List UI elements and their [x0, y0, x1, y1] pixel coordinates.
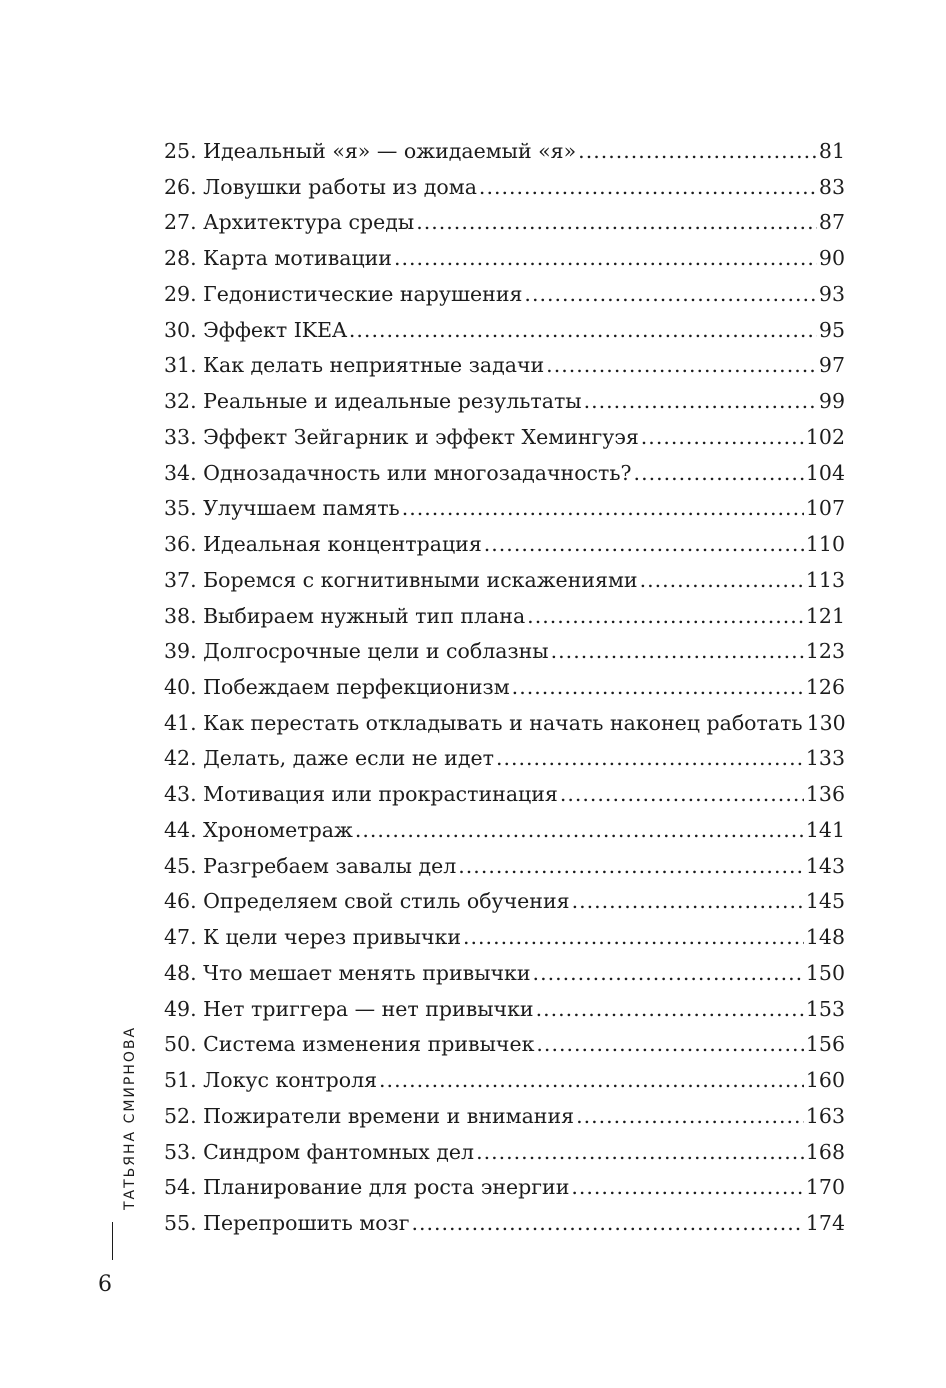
toc-entry-title: 45. Разгребаем завалы дел	[164, 853, 457, 878]
toc-entry	[164, 313, 845, 349]
toc-entry-title: 55. Перепрошить мозг	[164, 1211, 410, 1236]
toc-entry-title: 49. Нет триггера — нет привычки	[164, 996, 534, 1021]
toc-entry	[164, 599, 845, 635]
toc-entry	[164, 205, 845, 241]
toc-entry-title: 52. Пожиратели времени и внимания	[164, 1103, 575, 1128]
toc-entry-page: 87	[818, 210, 845, 235]
toc-entry-page: 150	[805, 960, 845, 985]
side-rule-divider	[112, 1222, 113, 1260]
toc-dot-leader	[355, 813, 804, 849]
toc-entry	[164, 992, 845, 1028]
toc-entry	[164, 956, 845, 992]
toc-entry-title: 35. Улучшаем память	[164, 496, 400, 521]
toc-dot-leader	[476, 1135, 804, 1171]
toc-entry	[164, 849, 845, 885]
toc-entry-page: 145	[805, 889, 845, 914]
toc-entry-title: 41. Как перестать откладывать и начать наконец работать	[164, 710, 803, 735]
toc-entry	[164, 348, 845, 384]
toc-dot-leader	[463, 920, 804, 956]
toc-entry-page: 143	[805, 853, 845, 878]
toc-entry	[164, 456, 845, 492]
toc-entry-title: 26. Ловушки работы из дома	[164, 174, 477, 199]
toc-entry-page: 113	[805, 567, 845, 592]
toc-entry-title: 25. Идеальный «я» — ожидаемый «я»	[164, 139, 577, 163]
toc-entry-page: 123	[805, 639, 845, 664]
page-number: 6	[98, 1272, 112, 1297]
toc-entry-page: 170	[805, 1175, 845, 1200]
toc-entry-page: 81	[818, 139, 845, 163]
toc-dot-leader	[576, 1099, 804, 1135]
toc-entry	[164, 706, 845, 742]
toc-entry	[164, 920, 845, 956]
toc-entry-title: 44. Хронометраж	[164, 817, 353, 842]
toc-entry-title: 39. Долгосрочные цели и соблазны	[164, 639, 549, 664]
toc-entry-title: 31. Как делать неприятные задачи	[164, 353, 545, 378]
toc-entry-page: 126	[805, 675, 845, 700]
toc-entry-title: 51. Локус контроля	[164, 1068, 378, 1093]
toc-dot-leader	[527, 599, 804, 635]
toc-entry-title: 27. Архитектура среды	[164, 210, 415, 235]
toc-dot-leader	[479, 170, 817, 206]
toc-dot-leader	[536, 1027, 803, 1063]
toc-entry-page: 99	[818, 389, 845, 414]
toc-entry	[164, 241, 845, 277]
toc-dot-leader	[640, 563, 804, 599]
toc-dot-leader	[551, 634, 804, 670]
toc-entry	[164, 1027, 845, 1063]
toc-entry-page: 141	[805, 817, 845, 842]
toc-entry	[164, 384, 845, 420]
toc-dot-leader	[584, 384, 817, 420]
toc-entry-page: 95	[818, 317, 845, 342]
toc-entry-title: 53. Синдром фантомных дел	[164, 1139, 475, 1164]
toc-entry-page: 153	[805, 996, 845, 1021]
toc-dot-leader	[634, 456, 804, 492]
toc-entry-page: 130	[806, 710, 846, 735]
toc-entry	[164, 420, 845, 456]
toc-entry-page: 174	[805, 1211, 845, 1236]
toc-entry-page: 90	[818, 246, 845, 271]
toc-dot-leader	[458, 849, 804, 885]
toc-entry-title: 40. Побеждаем перфекционизм	[164, 675, 510, 700]
toc-entry-title: 28. Карта мотивации	[164, 246, 392, 271]
toc-entry	[164, 563, 845, 599]
toc-dot-leader	[641, 420, 804, 456]
toc-entry-page: 97	[818, 353, 845, 378]
toc-entry	[164, 277, 845, 313]
toc-dot-leader	[578, 134, 817, 170]
toc-entry	[164, 1170, 845, 1206]
toc-entry-page: 121	[805, 603, 845, 628]
toc-entry	[164, 884, 845, 920]
toc-dot-leader	[484, 527, 804, 563]
toc-dot-leader	[416, 205, 817, 241]
toc-entry-title: 30. Эффект IKEA	[164, 317, 347, 342]
toc-dot-leader	[379, 1063, 804, 1099]
toc-entry-title: 32. Реальные и идеальные результаты	[164, 389, 582, 414]
toc-entry-title: 48. Что мешает менять привычки	[164, 960, 531, 985]
toc-entry	[164, 670, 845, 706]
toc-entry-page: 107	[805, 496, 845, 521]
toc-entry-title: 50. Система изменения привычек	[164, 1032, 535, 1057]
toc-entry-title: 42. Делать, даже если не идет	[164, 746, 494, 771]
toc-dot-leader	[512, 670, 804, 706]
toc-entry	[164, 813, 845, 849]
toc-dot-leader	[571, 1170, 804, 1206]
toc-dot-leader	[533, 956, 804, 992]
toc-entry-page: 148	[805, 925, 845, 950]
table-of-contents	[164, 134, 845, 1242]
toc-entry	[164, 1063, 845, 1099]
toc-entry-page: 133	[805, 746, 845, 771]
toc-entry-title: 38. Выбираем нужный тип плана	[164, 603, 526, 628]
toc-dot-leader	[349, 313, 817, 349]
toc-entry-title: 47. К цели через привычки	[164, 925, 461, 950]
toc-entry-page: 93	[818, 281, 845, 306]
toc-entry-page: 156	[805, 1032, 845, 1057]
toc-entry-page: 168	[805, 1139, 845, 1164]
toc-entry-page: 136	[805, 782, 845, 807]
toc-entry-title: 34. Однозадачность или многозадачность?	[164, 460, 632, 485]
toc-dot-leader	[402, 491, 804, 527]
toc-entry-page: 102	[805, 424, 845, 449]
toc-entry-title: 36. Идеальная концентрация	[164, 532, 482, 557]
toc-entry	[164, 170, 845, 206]
toc-entry-page: 110	[805, 532, 845, 557]
toc-dot-leader	[536, 992, 804, 1028]
toc-entry-title: 29. Гедонистические нарушения	[164, 281, 523, 306]
toc-entry-title: 43. Мотивация или прокрастинация	[164, 782, 558, 807]
toc-entry-title: 33. Эффект Зейгарник и эффект Хемингуэя	[164, 424, 639, 449]
toc-entry	[164, 1135, 845, 1171]
toc-entry	[164, 634, 845, 670]
toc-entry	[164, 777, 845, 813]
toc-entry	[164, 1206, 845, 1242]
toc-entry-title: 46. Определяем свой стиль обучения	[164, 889, 570, 914]
toc-entry	[164, 491, 845, 527]
toc-entry	[164, 527, 845, 563]
toc-entry-title: 54. Планирование для роста энергии	[164, 1175, 570, 1200]
toc-dot-leader	[411, 1206, 803, 1242]
toc-entry-page: 163	[805, 1103, 845, 1128]
toc-dot-leader	[394, 241, 817, 277]
toc-dot-leader	[546, 348, 817, 384]
toc-entry	[164, 134, 845, 170]
toc-entry	[164, 1099, 845, 1135]
toc-entry-title: 37. Боремся с когнитивными искажениями	[164, 567, 638, 592]
toc-dot-leader	[524, 277, 816, 313]
toc-entry	[164, 741, 845, 777]
toc-dot-leader	[560, 777, 804, 813]
toc-entry-page: 104	[805, 460, 845, 485]
toc-entry-page: 83	[818, 174, 845, 199]
toc-dot-leader	[496, 741, 804, 777]
toc-entry-page: 160	[805, 1068, 845, 1093]
running-author-name: ТАТЬЯНА СМИРНОВА	[122, 1025, 138, 1210]
toc-dot-leader	[572, 884, 804, 920]
